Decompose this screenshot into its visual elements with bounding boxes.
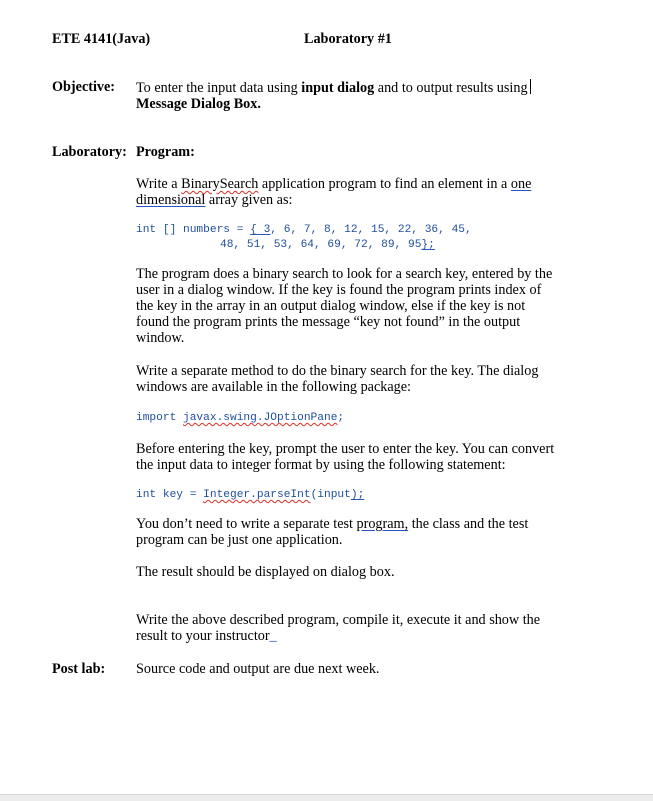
code-array-line1: int [] numbers = { 3, 6, 7, 8, 12, 15, 22, 36, 45, xyxy=(136,224,472,236)
course-title: ETE 4141(Java) xyxy=(52,31,151,47)
objective-text: To enter the input data using input dialog and to output results using Message Dialog Box. xyxy=(136,79,566,112)
code-parse-int: int key = Integer.parseInt(input); xyxy=(136,489,365,501)
program-heading: Program: xyxy=(136,144,195,160)
post-lab-label: Post lab: xyxy=(52,661,106,677)
intro-paragraph: Write a BinarySearch application program to find an element in a one dimensional array given as: xyxy=(136,176,532,208)
laboratory-label: Laboratory: xyxy=(52,144,127,160)
result-paragraph: The result should be displayed on dialog box. xyxy=(136,564,395,580)
method-paragraph: Write a separate method to do the binary search for the key. The dialog windows are available in the following package: xyxy=(136,363,539,395)
prompt-paragraph: Before entering the key, prompt the user to enter the key. You can convert the input data to integer format by using the following statement: xyxy=(136,441,555,473)
test-program-paragraph: You don’t need to write a separate test program, the class and the test program can be just one application. xyxy=(136,516,529,548)
lab-title: Laboratory #1 xyxy=(304,31,392,47)
code-array-line2: 48, 51, 53, 64, 69, 72, 89, 95}; xyxy=(220,239,435,251)
final-paragraph: Write the above described program, compile it, execute it and show the result to your instructor_ xyxy=(136,612,541,644)
code-import: import javax.swing.JOptionPane; xyxy=(136,412,345,424)
binary-search-paragraph: The program does a binary search to look for a search key, entered by the user in a dialog window. If the key is found the program prints index of the key in the array in an output dialog window, else if the key is not found the program prints the message “key not found” in the output window. xyxy=(136,266,553,346)
objective-label: Objective: xyxy=(52,79,116,95)
post-lab-text: Source code and output are due next week. xyxy=(136,661,380,677)
text-cursor xyxy=(530,79,531,94)
